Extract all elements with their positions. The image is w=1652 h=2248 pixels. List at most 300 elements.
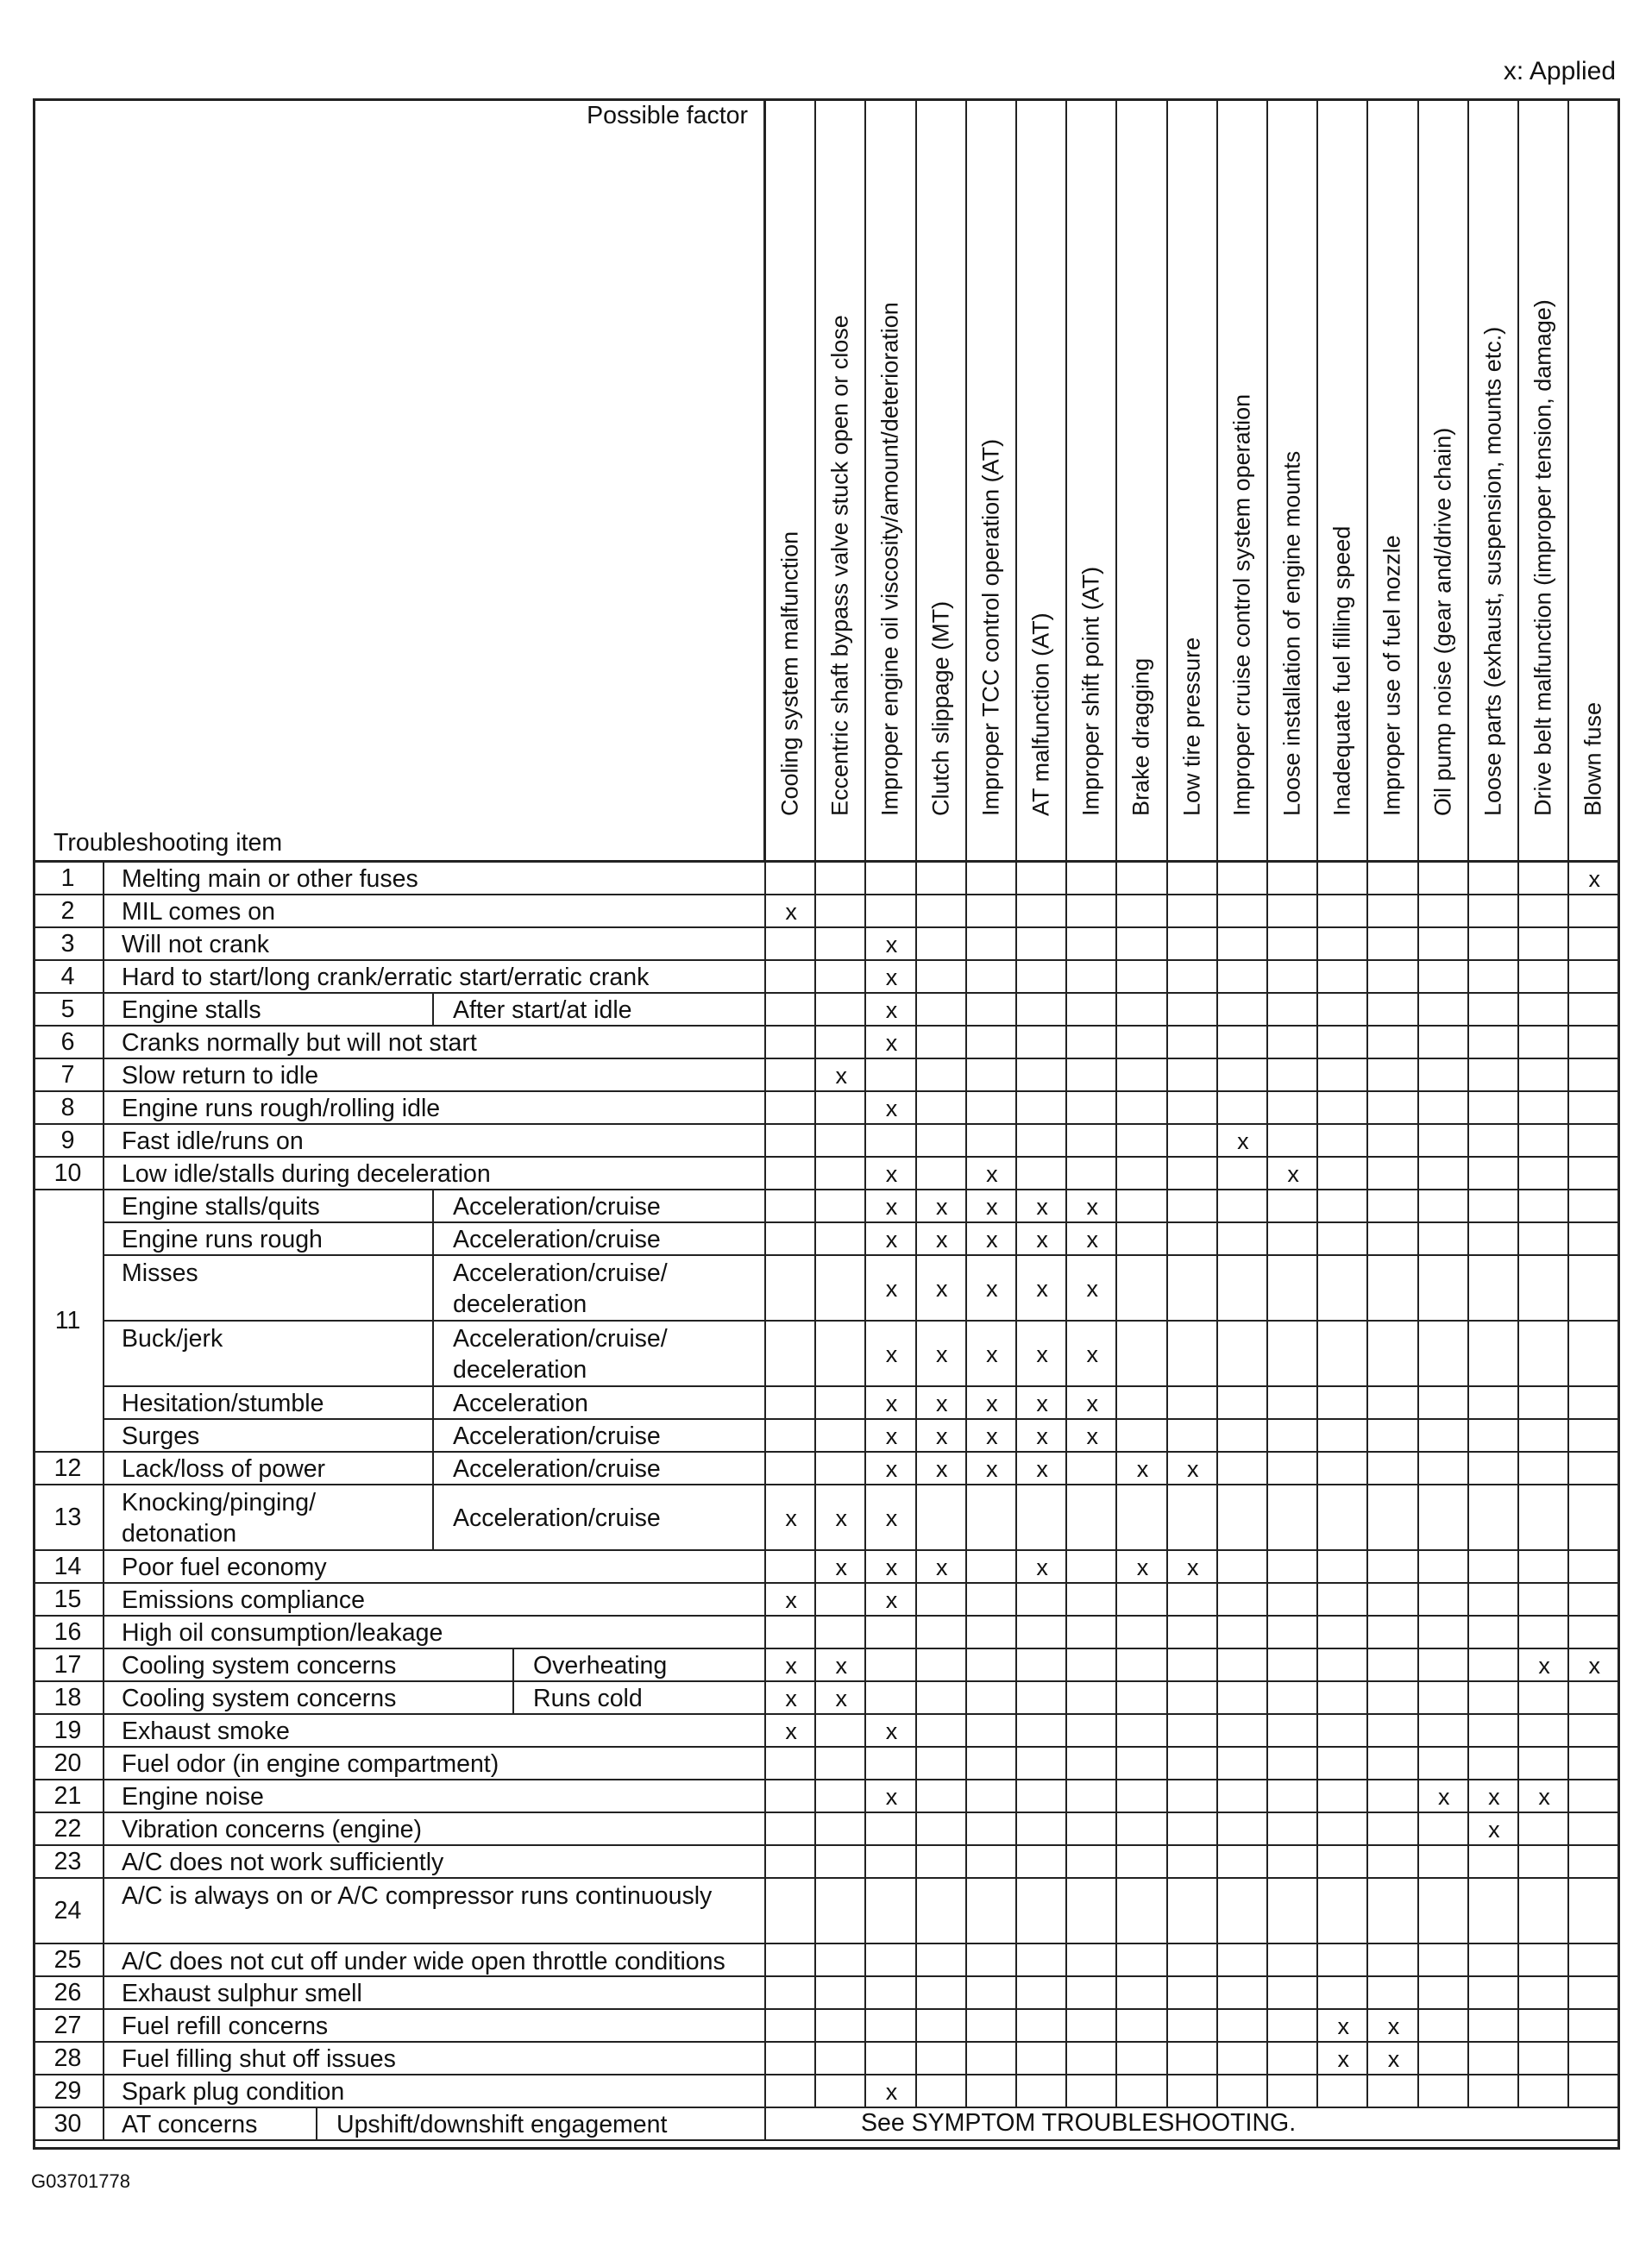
matrix-cell	[1419, 895, 1469, 928]
matrix-cell	[1318, 1649, 1368, 1682]
matrix-cell	[1268, 994, 1318, 1027]
matrix-cell	[1067, 1551, 1117, 1584]
matrix-cell	[866, 1944, 916, 1977]
matrix-cell	[967, 1485, 1017, 1551]
matrix-cell	[1519, 1879, 1569, 1944]
matrix-cell	[1017, 1485, 1067, 1551]
applied-mark: x	[835, 1504, 848, 1531]
condition-text: Overheating	[533, 1652, 668, 1680]
matrix-cell	[1519, 1682, 1569, 1715]
item-text: Will not crank	[122, 931, 270, 958]
matrix-cell	[766, 1420, 816, 1453]
matrix-cell	[1067, 1813, 1117, 1846]
matrix-cell	[1067, 928, 1117, 961]
matrix-cell	[1569, 928, 1619, 961]
matrix-cell	[1017, 928, 1067, 961]
matrix-cell	[1469, 1322, 1519, 1387]
applied-mark: x	[785, 1586, 797, 1613]
item-text: Surges	[122, 1422, 200, 1450]
item-text: Engine stalls/quits	[122, 1193, 320, 1221]
matrix-cell	[1218, 961, 1268, 994]
applied-mark: x	[1387, 2013, 1400, 2039]
matrix-cell	[1419, 1944, 1469, 1977]
row-number: 20	[33, 1748, 104, 1780]
see-note-cell	[766, 2108, 1619, 2141]
matrix-cell	[1117, 1780, 1167, 1813]
matrix-cell	[1519, 863, 1569, 895]
matrix-cell	[1117, 961, 1167, 994]
matrix-cell	[866, 1846, 916, 1879]
row-number: 17	[33, 1649, 104, 1682]
matrix-cell	[816, 1879, 866, 1944]
matrix-cell	[1218, 2043, 1268, 2075]
item-text: Spark plug condition	[122, 2078, 345, 2106]
row-number: 9	[33, 1125, 104, 1158]
matrix-cell	[1067, 1158, 1117, 1190]
matrix-cell	[1218, 1059, 1268, 1092]
matrix-cell	[1519, 2043, 1569, 2075]
item-text: MIL comes on	[122, 898, 275, 926]
matrix-cell	[1218, 1322, 1268, 1387]
matrix-cell	[1368, 895, 1418, 928]
matrix-cell	[1569, 1223, 1619, 1256]
matrix-cell	[1469, 1682, 1519, 1715]
factor-label: AT malfunction (AT)	[1027, 612, 1054, 816]
matrix-cell	[1318, 2075, 1368, 2108]
matrix-cell	[816, 1584, 866, 1617]
matrix-cell	[1469, 1715, 1519, 1748]
item-text: Hesitation/stumble	[122, 1390, 324, 1417]
matrix-cell	[766, 1748, 816, 1780]
matrix-cell	[1218, 1846, 1268, 1879]
matrix-cell	[816, 1125, 866, 1158]
matrix-cell	[967, 1027, 1017, 1059]
matrix-cell	[1168, 1223, 1218, 1256]
matrix-cell	[1469, 1879, 1519, 1944]
matrix-cell	[1067, 1584, 1117, 1617]
matrix-cell	[967, 1617, 1017, 1649]
applied-mark: x	[885, 1783, 898, 1810]
matrix-cell	[1117, 1420, 1167, 1453]
drawing-code: G03701778	[31, 2170, 130, 2192]
matrix-cell	[1067, 1649, 1117, 1682]
troubleshooting-item	[104, 1617, 766, 1649]
matrix-cell	[766, 2043, 816, 2075]
matrix-cell	[1368, 1551, 1418, 1584]
matrix-cell	[1469, 961, 1519, 994]
matrix-cell	[1218, 1584, 1268, 1617]
troubleshooting-item	[104, 1551, 766, 1584]
matrix-cell	[967, 961, 1017, 994]
applied-mark: x	[885, 1717, 898, 1744]
applied-mark: x	[785, 1717, 797, 1744]
matrix-cell	[1117, 895, 1167, 928]
troubleshooting-item	[104, 1846, 766, 1879]
matrix-cell	[917, 1158, 967, 1190]
matrix-cell	[1218, 1617, 1268, 1649]
troubleshooting-item	[104, 994, 434, 1027]
applied-mark: x	[1488, 1816, 1500, 1843]
matrix-cell	[816, 1748, 866, 1780]
matrix-cell	[1218, 1223, 1268, 1256]
condition	[434, 1256, 766, 1322]
matrix-cell	[1168, 1125, 1218, 1158]
matrix-cell	[766, 928, 816, 961]
matrix-cell	[1067, 2075, 1117, 2108]
item-text: Lack/loss of power	[122, 1455, 326, 1483]
item-text: A/C is always on or A/C compressor runs continuously	[122, 1882, 713, 1910]
matrix-cell	[766, 1879, 816, 1944]
matrix-cell	[1117, 1125, 1167, 1158]
row-number: 21	[33, 1780, 104, 1813]
matrix-cell	[1318, 961, 1368, 994]
matrix-cell	[1318, 1059, 1368, 1092]
matrix-cell	[1318, 1780, 1368, 1813]
matrix-cell	[1419, 994, 1469, 1027]
applied-mark: x	[1588, 865, 1601, 892]
matrix-cell	[1368, 1223, 1418, 1256]
matrix-cell	[967, 1551, 1017, 1584]
applied-mark: x	[935, 1390, 948, 1416]
matrix-cell	[1318, 1420, 1368, 1453]
row-number: 24	[33, 1879, 104, 1944]
matrix-cell	[1318, 1813, 1368, 1846]
troubleshooting-item	[104, 1125, 766, 1158]
applied-mark: x	[1488, 1783, 1500, 1810]
matrix-cell	[1519, 1551, 1569, 1584]
matrix-cell	[1218, 1092, 1268, 1125]
matrix-cell	[1168, 1846, 1218, 1879]
matrix-cell	[766, 1158, 816, 1190]
item-text: Emissions compliance	[122, 1586, 365, 1614]
matrix-cell	[866, 863, 916, 895]
troubleshooting-item	[104, 1453, 434, 1485]
matrix-cell	[1268, 1453, 1318, 1485]
matrix-cell	[1168, 2010, 1218, 2043]
item-text: Melting main or other fuses	[122, 865, 418, 893]
matrix-cell	[1318, 1387, 1368, 1420]
applied-mark: x	[1086, 1422, 1099, 1449]
applied-mark: x	[885, 2078, 898, 2105]
matrix-cell	[1368, 1649, 1418, 1682]
troubleshooting-item	[104, 1485, 434, 1551]
matrix-cell	[1368, 1027, 1418, 1059]
matrix-cell	[866, 2043, 916, 2075]
matrix-cell	[1168, 1584, 1218, 1617]
row-number: 11	[33, 1190, 104, 1453]
matrix-cell	[816, 1223, 866, 1256]
troubleshooting-item	[104, 1584, 766, 1617]
factor-label: Improper cruise control system operation	[1228, 393, 1255, 816]
factor-label: Improper TCC control operation (AT)	[977, 438, 1004, 816]
applied-mark: x	[885, 1226, 898, 1253]
matrix-cell	[1419, 1813, 1469, 1846]
matrix-cell	[816, 1453, 866, 1485]
matrix-cell	[1067, 1944, 1117, 1977]
matrix-cell	[1117, 1322, 1167, 1387]
matrix-cell	[1469, 1420, 1519, 1453]
matrix-cell	[766, 1322, 816, 1387]
matrix-cell	[967, 994, 1017, 1027]
matrix-cell	[1318, 928, 1368, 961]
matrix-cell	[1419, 928, 1469, 961]
matrix-cell	[1168, 1813, 1218, 1846]
applied-mark: x	[1036, 1341, 1048, 1367]
matrix-cell	[1318, 1158, 1368, 1190]
matrix-cell	[1168, 1748, 1218, 1780]
factor-column-5	[967, 98, 1017, 863]
item-text: A/C does not work sufficiently	[122, 1849, 444, 1876]
matrix-cell	[1569, 1027, 1619, 1059]
matrix-cell	[1117, 1944, 1167, 1977]
matrix-cell	[1368, 1256, 1418, 1322]
item-text: Exhaust sulphur smell	[122, 1980, 362, 2007]
matrix-cell	[816, 895, 866, 928]
item-text: A/C does not cut off under wide open throttle conditions	[122, 1948, 725, 1975]
troubleshooting-item	[104, 1158, 766, 1190]
matrix-cell	[1318, 1256, 1368, 1322]
matrix-cell	[1117, 1617, 1167, 1649]
matrix-cell	[816, 863, 866, 895]
matrix-cell	[1469, 1551, 1519, 1584]
condition	[514, 1682, 766, 1715]
applied-mark: x	[1036, 1193, 1048, 1220]
matrix-cell	[1017, 1027, 1067, 1059]
matrix-cell	[1017, 1092, 1067, 1125]
matrix-cell	[1469, 1158, 1519, 1190]
applied-mark: x	[885, 1095, 898, 1121]
matrix-cell	[1519, 1190, 1569, 1223]
matrix-cell	[917, 1977, 967, 2010]
matrix-cell	[1218, 1780, 1268, 1813]
matrix-cell	[1419, 1059, 1469, 1092]
matrix-cell	[1218, 1158, 1268, 1190]
applied-mark: x	[885, 1029, 898, 1056]
applied-mark: x	[885, 1586, 898, 1613]
row-number: 8	[33, 1092, 104, 1125]
matrix-cell	[1218, 1649, 1268, 1682]
troubleshooting-item	[104, 2108, 317, 2141]
matrix-cell	[1519, 1027, 1569, 1059]
matrix-cell	[1017, 1780, 1067, 1813]
matrix-cell	[816, 928, 866, 961]
matrix-cell	[1218, 1387, 1268, 1420]
factor-label: Improper use of fuel nozzle	[1379, 535, 1405, 816]
matrix-cell	[1368, 1846, 1418, 1879]
row-number: 10	[33, 1158, 104, 1190]
troubleshooting-item	[104, 863, 766, 895]
row-number: 23	[33, 1846, 104, 1879]
matrix-cell	[1067, 1846, 1117, 1879]
matrix-cell	[816, 1846, 866, 1879]
factor-label: Clutch slippage (MT)	[927, 600, 954, 816]
matrix-cell	[917, 1879, 967, 1944]
matrix-cell	[1368, 1977, 1418, 2010]
matrix-cell	[1419, 1092, 1469, 1125]
matrix-cell	[766, 1944, 816, 1977]
matrix-cell	[1117, 1092, 1167, 1125]
troubleshooting-item	[104, 1715, 766, 1748]
matrix-cell	[816, 994, 866, 1027]
matrix-cell	[1569, 1977, 1619, 2010]
matrix-cell	[1569, 2075, 1619, 2108]
matrix-cell	[917, 1027, 967, 1059]
item-text: Buck/jerk	[122, 1325, 223, 1353]
matrix-cell	[766, 2075, 816, 2108]
row-number: 28	[33, 2043, 104, 2075]
matrix-cell	[967, 1944, 1017, 1977]
matrix-cell	[1469, 1256, 1519, 1322]
header-label-cell	[33, 98, 766, 863]
matrix-cell	[816, 1813, 866, 1846]
item-text: High oil consumption/leakage	[122, 1619, 443, 1647]
matrix-cell	[1368, 1780, 1418, 1813]
matrix-cell	[1569, 1551, 1619, 1584]
matrix-cell	[1469, 1059, 1519, 1092]
matrix-cell	[1268, 895, 1318, 928]
matrix-cell	[1218, 1813, 1268, 1846]
matrix-cell	[866, 1125, 916, 1158]
troubleshooting-item	[104, 2075, 766, 2108]
matrix-cell	[766, 1092, 816, 1125]
condition	[434, 994, 766, 1027]
matrix-cell	[1569, 2010, 1619, 2043]
matrix-cell	[816, 961, 866, 994]
matrix-cell	[1067, 1027, 1117, 1059]
matrix-cell	[1017, 1125, 1067, 1158]
matrix-cell	[1268, 1944, 1318, 1977]
matrix-cell	[1419, 1322, 1469, 1387]
matrix-cell	[1519, 961, 1569, 994]
matrix-cell	[1218, 2010, 1268, 2043]
matrix-cell	[1218, 895, 1268, 928]
matrix-cell	[1419, 1125, 1469, 1158]
matrix-cell	[1419, 1617, 1469, 1649]
matrix-cell	[1218, 1682, 1268, 1715]
factor-column-4	[917, 98, 967, 863]
matrix-cell	[1067, 863, 1117, 895]
item-text: Fuel filling shut off issues	[122, 2045, 396, 2073]
condition-text: Acceleration/cruise/ deceleration	[453, 1259, 668, 1319]
matrix-cell	[1569, 1944, 1619, 1977]
matrix-cell	[917, 2075, 967, 2108]
matrix-cell	[1017, 1944, 1067, 1977]
applied-mark: x	[1086, 1390, 1099, 1416]
troubleshooting-item	[104, 1780, 766, 1813]
applied-mark: x	[1186, 1554, 1199, 1580]
matrix-cell	[1519, 994, 1569, 1027]
factor-label: Cooling system malfunction	[776, 531, 803, 816]
matrix-cell	[1368, 1682, 1418, 1715]
applied-mark: x	[1186, 1455, 1199, 1482]
factor-column-11	[1268, 98, 1318, 863]
matrix-cell	[1569, 1715, 1619, 1748]
factor-label: Blown fuse	[1580, 701, 1606, 816]
matrix-cell	[1268, 1027, 1318, 1059]
matrix-cell	[1117, 2043, 1167, 2075]
applied-mark: x	[785, 898, 797, 925]
matrix-cell	[1368, 1125, 1418, 1158]
matrix-cell	[1569, 1453, 1619, 1485]
matrix-cell	[1268, 1780, 1318, 1813]
item-text: Engine runs rough	[122, 1226, 323, 1253]
applied-mark: x	[986, 1341, 998, 1367]
matrix-cell	[866, 1748, 916, 1780]
matrix-cell	[866, 1617, 916, 1649]
matrix-cell	[1268, 2043, 1318, 2075]
condition	[434, 1223, 766, 1256]
applied-mark: x	[835, 1554, 848, 1580]
matrix-cell	[1469, 1027, 1519, 1059]
item-text: AT concerns	[122, 2111, 258, 2138]
matrix-cell	[1017, 961, 1067, 994]
matrix-cell	[1067, 1125, 1117, 1158]
item-text: Exhaust smoke	[122, 1717, 290, 1745]
item-text: Vibration concerns (engine)	[122, 1816, 423, 1843]
troubleshooting-item	[104, 1879, 766, 1944]
row-number: 18	[33, 1682, 104, 1715]
factor-column-10	[1218, 98, 1268, 863]
matrix-cell	[1419, 2010, 1469, 2043]
matrix-cell	[1067, 994, 1117, 1027]
matrix-cell	[1368, 2075, 1418, 2108]
item-text: Engine runs rough/rolling idle	[122, 1095, 441, 1122]
matrix-cell	[1117, 1977, 1167, 2010]
factor-column-6	[1017, 98, 1067, 863]
matrix-cell	[967, 1715, 1017, 1748]
matrix-cell	[967, 1649, 1017, 1682]
applied-mark: x	[1086, 1275, 1099, 1302]
matrix-cell	[1168, 2075, 1218, 2108]
item-text: Engine stalls	[122, 996, 261, 1024]
matrix-cell	[1067, 1485, 1117, 1551]
applied-mark: x	[1287, 1160, 1299, 1187]
matrix-cell	[1419, 1584, 1469, 1617]
matrix-cell	[1569, 1420, 1619, 1453]
row-number: 12	[33, 1453, 104, 1485]
matrix-cell	[1268, 1190, 1318, 1223]
matrix-cell	[917, 2010, 967, 2043]
matrix-cell	[766, 1813, 816, 1846]
matrix-cell	[1519, 1223, 1569, 1256]
factor-label: Inadequate fuel filling speed	[1329, 525, 1355, 816]
item-text: Knocking/pinging/ detonation	[122, 1489, 316, 1548]
matrix-cell	[967, 1584, 1017, 1617]
matrix-cell	[1117, 1584, 1167, 1617]
troubleshooting-item	[104, 1420, 434, 1453]
matrix-cell	[766, 1617, 816, 1649]
matrix-cell	[1419, 1551, 1469, 1584]
matrix-cell	[766, 1059, 816, 1092]
factor-column-13	[1368, 98, 1418, 863]
item-text: Hard to start/long crank/erratic start/erratic crank	[122, 964, 650, 991]
matrix-cell	[1519, 1158, 1569, 1190]
matrix-cell	[1117, 863, 1167, 895]
matrix-cell	[967, 1813, 1017, 1846]
matrix-cell	[1017, 2075, 1067, 2108]
matrix-cell	[1017, 863, 1067, 895]
condition	[434, 1190, 766, 1223]
matrix-cell	[1117, 1846, 1167, 1879]
matrix-cell	[917, 961, 967, 994]
factor-column-7	[1067, 98, 1117, 863]
matrix-cell	[1318, 1092, 1368, 1125]
matrix-cell	[967, 1780, 1017, 1813]
matrix-cell	[1318, 1944, 1368, 1977]
matrix-cell	[1168, 863, 1218, 895]
factor-column-3	[866, 98, 916, 863]
item-text: Misses	[122, 1259, 198, 1287]
